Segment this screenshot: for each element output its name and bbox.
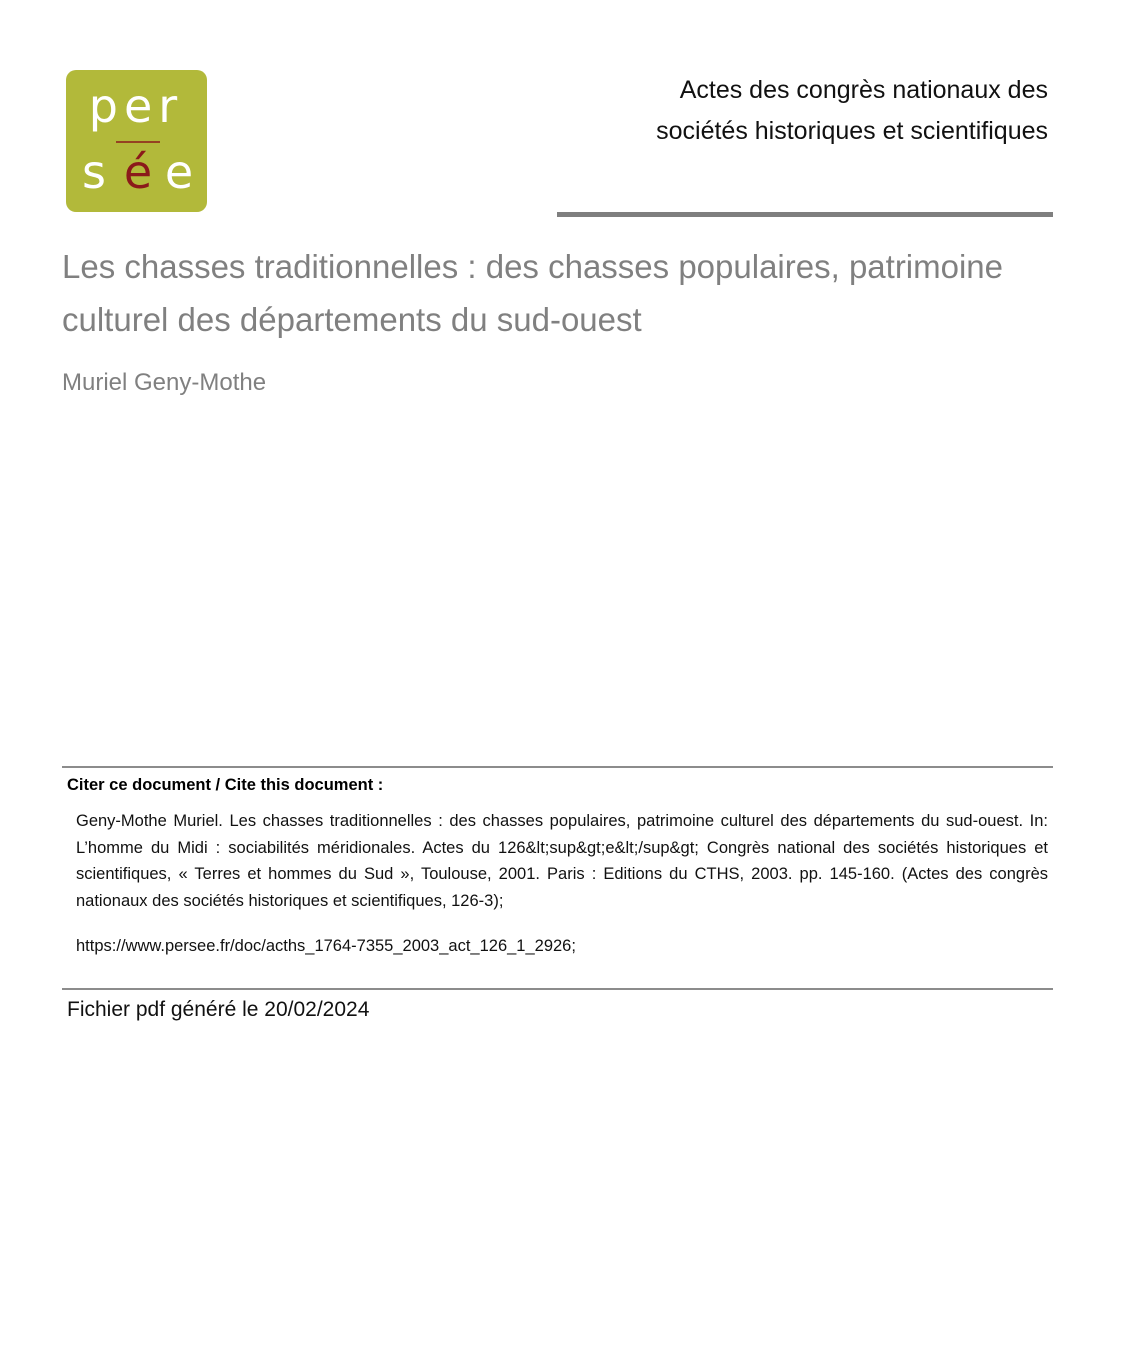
citation-top-divider (62, 766, 1053, 768)
header-divider (557, 212, 1053, 217)
article-author: Muriel Geny-Mothe (62, 369, 267, 396)
logo-text-e: e (164, 145, 194, 199)
journal-title-line1: Actes des congrès nationaux des (679, 76, 1048, 104)
journal-title-line2: sociétés historiques et scientifiques (656, 117, 1048, 145)
article-title: Les chasses traditionnelles : des chasses populaires, patrimoine culturel des départements du sud-ouest (62, 248, 1004, 338)
persee-logo (66, 70, 207, 212)
citation-url[interactable]: https://www.persee.fr/doc/acths_1764-7355_2003_act_126_1_2926; (76, 937, 576, 955)
journal-title (528, 70, 1048, 152)
logo-text-s: s (82, 145, 106, 199)
persee-logo-mark (66, 70, 207, 212)
citation-bottom-divider (62, 988, 1053, 990)
generated-date: Fichier pdf généré le 20/02/2024 (67, 998, 370, 1021)
logo-text-e-accent: é (123, 145, 153, 199)
logo-text-per: per (88, 79, 184, 133)
citation-text: Geny-Mothe Muriel. Les chasses traditionnelles : des chasses populaires, patrimoine culturel des départements du sud-ouest. In: L’homme du Midi : sociabilités méridionales. Actes du 126&lt;sup&gt;e&lt;/sup&gt; Congrès national des sociétés historiques et scientifiques, « Terres et hommes du Sud », Toulouse, 2001. Paris : Editions du CTHS, 2003. pp. 145-160. (Actes des congrès nationaux des sociétés historiques et scientifiques, 126-3); (76, 812, 1048, 910)
citation-heading: Citer ce document / Cite this document : (67, 776, 384, 794)
